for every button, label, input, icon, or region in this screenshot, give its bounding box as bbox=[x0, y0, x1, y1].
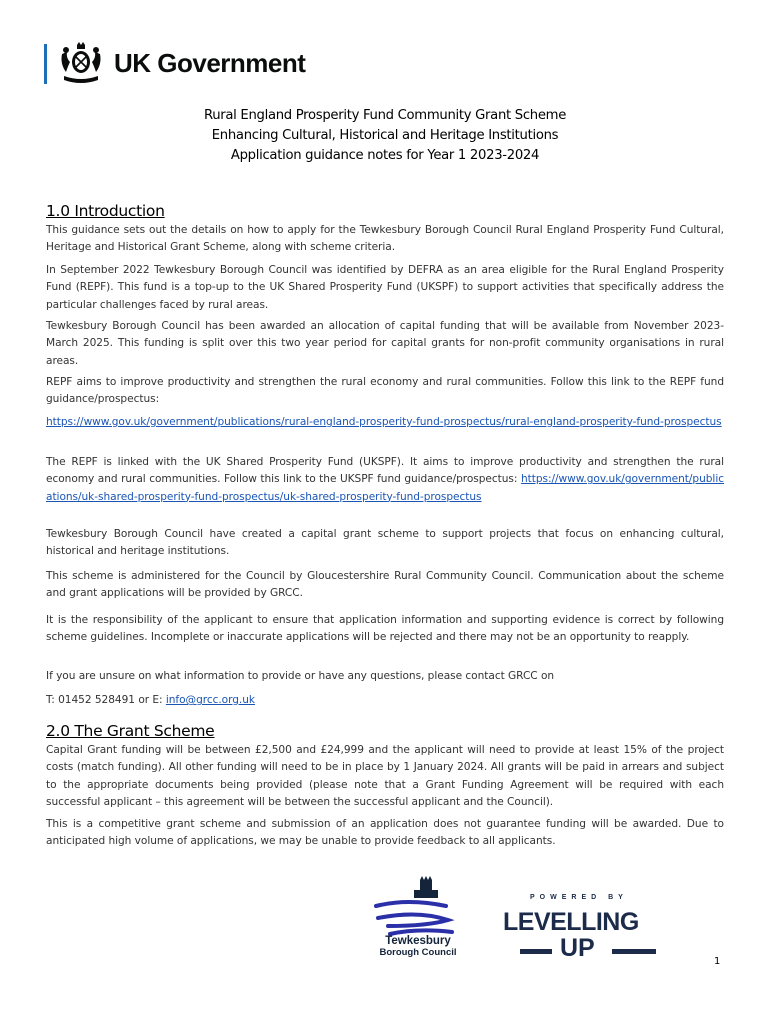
title-line-1: Rural England Prosperity Fund Community Grant Scheme bbox=[203, 108, 567, 123]
grant-paragraph-1: Capital Grant funding will be between £2,500 and £24,999 and the applicant will need to provide at least 15% of the project costs (match funding). All other funding will need to be in place by 1 January 2024. All grants will be paid in arrears and subject to the appropriate documents being provided (please note that a Grant Funding Agreement will be required with each successful applicant – this agreement will be between the successful applicant and the Council). bbox=[46, 744, 724, 808]
levelling-wordmark: LEVELLING bbox=[503, 908, 639, 936]
uk-government-header bbox=[44, 42, 344, 86]
intro-paragraph-7: This scheme is administered for the Council by Gloucestershire Rural Community Council. Communication about the scheme and grant applications will be provided by GRCC. bbox=[46, 570, 724, 600]
title-line-2: Enhancing Cultural, Historical and Heritage Institutions bbox=[211, 128, 559, 143]
powered-by-label: POWERED BY bbox=[530, 894, 628, 901]
contact-line bbox=[46, 692, 724, 709]
tewkesbury-name-line-2: Borough Council bbox=[379, 947, 457, 958]
intro-paragraph-9: If you are unsure on what information to provide or have any questions, please contact GRCC on bbox=[46, 670, 555, 682]
contact-phone: T: 01452 528491 or E: bbox=[46, 694, 166, 706]
intro-paragraph-2: In September 2022 Tewkesbury Borough Council was identified by DEFRA as an area eligible for the Rural England Prosperity Fund (REPF). This fund is a top-up to the UK Shared Prosperity Fund (UKSPF) to support activities that specifically address the particular challenges faced by rural areas. bbox=[46, 264, 724, 311]
title-line-3: Application guidance notes for Year 1 2023-2024 bbox=[230, 148, 540, 163]
header-accent-bar bbox=[44, 44, 47, 84]
tewkesbury-wordmark bbox=[368, 936, 468, 958]
org-name: UK Government bbox=[114, 48, 306, 78]
tewkesbury-name-line-1: Tewkesbury bbox=[385, 935, 451, 947]
up-wordmark: UP bbox=[560, 934, 595, 962]
repf-link-paragraph bbox=[46, 414, 724, 431]
contact-email-link[interactable]: info@grcc.org.uk bbox=[165, 694, 255, 706]
levelling-up-dash-left bbox=[520, 949, 552, 954]
footer-logos bbox=[0, 876, 770, 976]
intro-paragraph-3: Tewkesbury Borough Council has been awarded an allocation of capital funding that will be available from November 2023-March 2025. This funding is split over this two year period for capital grants for non-profit community organisations in rural areas. bbox=[46, 320, 724, 367]
intro-paragraph-6: Tewkesbury Borough Council have created a capital grant scheme to support projects that focus on enhancing cultural, historical and heritage institutions. bbox=[46, 528, 724, 558]
section-heading-grant-scheme: 2.0 The Grant Scheme bbox=[46, 722, 215, 740]
intro-paragraph-8: It is the responsibility of the applicant to ensure that application information and supporting evidence is correct by following scheme guidelines. Incomplete or inaccurate applications will be rejected and there may not be an opportunity to reapply. bbox=[46, 614, 724, 644]
intro-paragraph-4: REPF aims to improve productivity and strengthen the rural economy and rural communities. Follow this link to the REPF fund guidance/prospectus: bbox=[46, 376, 724, 406]
document-title bbox=[0, 106, 770, 166]
royal-coat-of-arms-icon bbox=[58, 42, 104, 86]
levelling-up-dash-right bbox=[612, 949, 656, 954]
ukspf-text: The REPF is linked with the UK Shared Prosperity Fund (UKSPF). It aims to improve productivity and strengthen the rural economy and rural communities. Follow this link to the UKSPF fund guidance/prospectus: bbox=[46, 456, 724, 486]
grant-paragraph-2: This is a competitive grant scheme and submission of an application does not guarantee funding will be awarded. Due to anticipated high volume of applications, we may be unable to provide feedback to all applicants. bbox=[46, 818, 724, 848]
intro-paragraph-5 bbox=[46, 454, 724, 506]
intro-paragraph-1: This guidance sets out the details on how to apply for the Tewkesbury Borough Council Rural England Prosperity Fund Cultural, Heritage and Historical Grant Scheme, along with scheme criteria. bbox=[46, 224, 724, 254]
page-number: 1 bbox=[714, 956, 721, 967]
ukspf-prospectus-link[interactable]: https://www.gov.uk/government/publications/uk-shared-prosperity-fund-prospectus/uk-shared-prosperity-fund-prospectus bbox=[46, 473, 724, 503]
repf-prospectus-link[interactable]: https://www.gov.uk/government/publications/rural-england-prosperity-fund-prospectus/rural-england-prosperity-fund-prospectus bbox=[46, 416, 722, 428]
section-heading-introduction: 1.0 Introduction bbox=[46, 202, 165, 220]
